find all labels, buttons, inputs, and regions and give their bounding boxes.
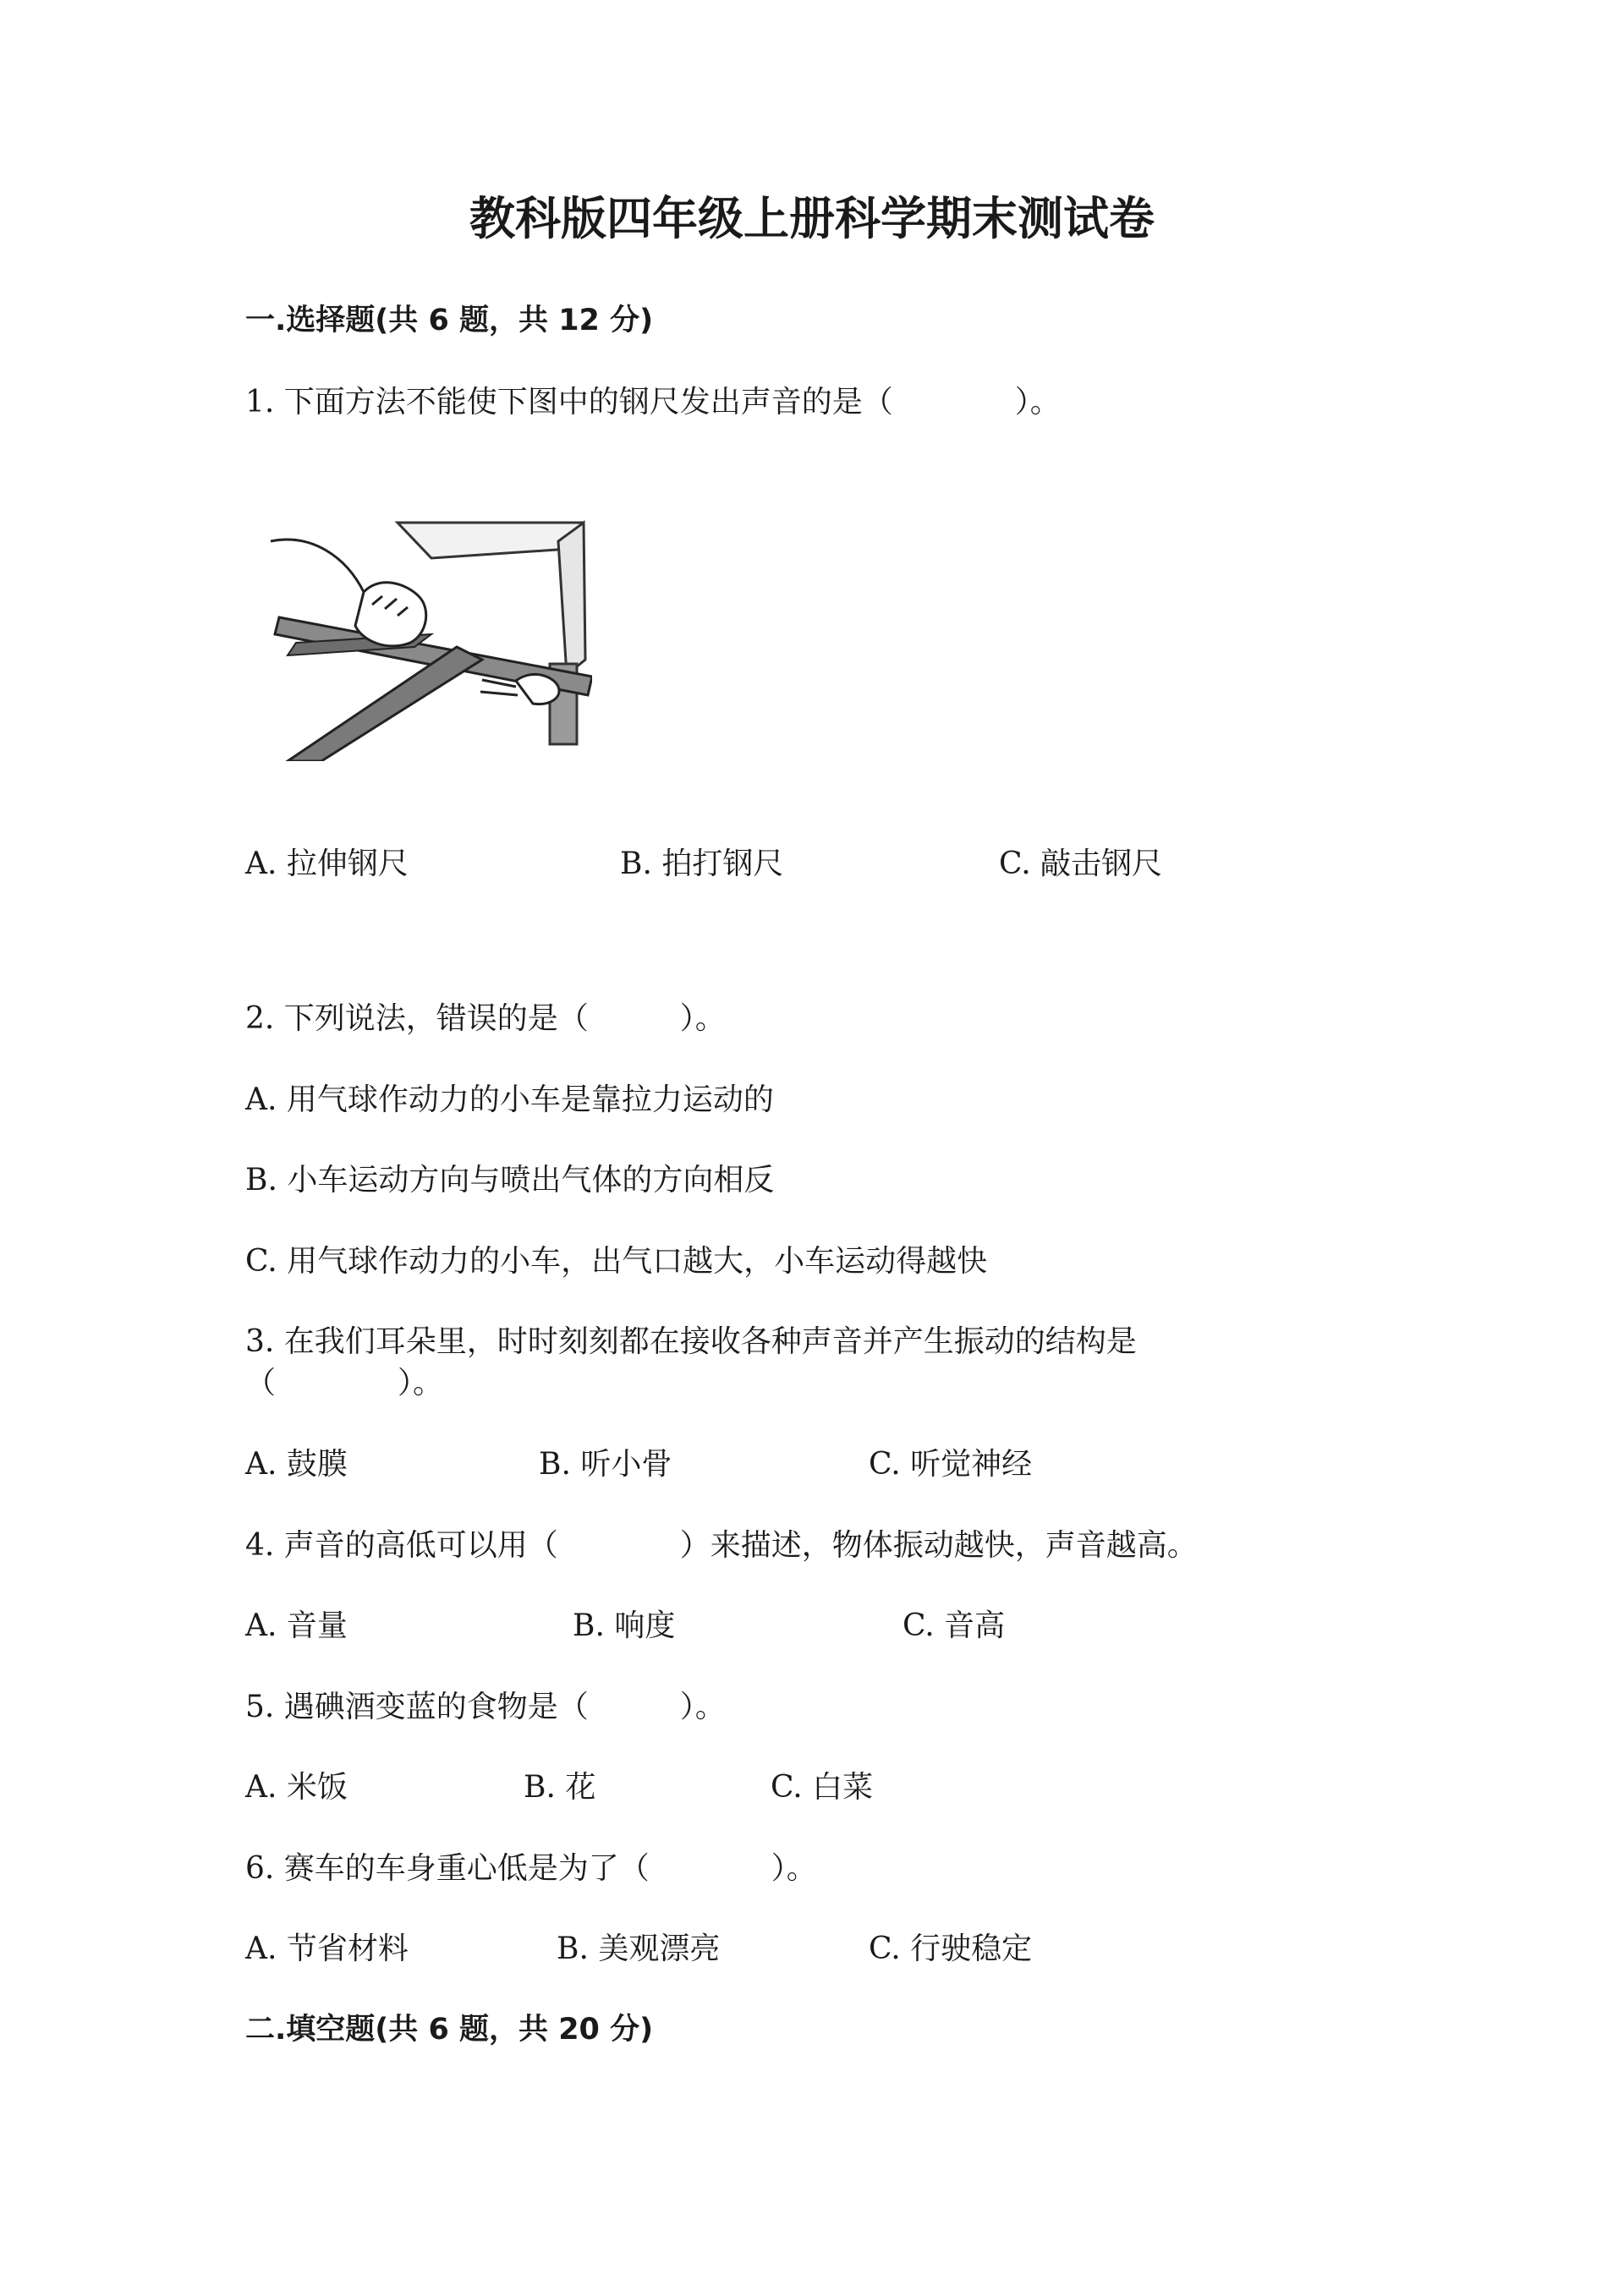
question-2-option-c: C. 用气球作动力的小车，出气口越大，小车运动得越快 xyxy=(245,1244,988,1279)
question-3-option-c: C. 听觉神经 xyxy=(869,1447,1033,1482)
ruler-on-table-illustration xyxy=(262,507,592,761)
question-2-option-a: A. 用气球作动力的小车是靠拉力运动的 xyxy=(245,1082,774,1117)
question-4-option-a: A. 音量 xyxy=(245,1608,348,1643)
question-1-option-b: B. 拍打钢尺 xyxy=(620,847,784,881)
question-4-stem: 4. 声音的高低可以用（ ）来描述，物体振动越快，声音越高。 xyxy=(245,1528,1198,1563)
question-5-option-a: A. 米饭 xyxy=(245,1770,348,1805)
section-heading-choice: 一.选择题(共 6 题，共 12 分) xyxy=(245,304,654,337)
question-1-option-c: C. 敲击钢尺 xyxy=(999,847,1163,881)
question-6-option-a: A. 节省材料 xyxy=(245,1932,409,1966)
question-2-option-b: B. 小车运动方向与喷出气体的方向相反 xyxy=(245,1163,775,1197)
question-6-option-b: B. 美观漂亮 xyxy=(557,1932,721,1966)
question-3-option-b: B. 听小骨 xyxy=(539,1447,672,1482)
question-3-stem-continued: （ ）。 xyxy=(245,1366,444,1400)
question-3-stem: 3. 在我们耳朵里，时时刻刻都在接收各种声音并产生振动的结构是 xyxy=(245,1324,1137,1359)
page-title: 教科版四年级上册科学期末测试卷 xyxy=(469,192,1155,245)
question-6-stem: 6. 赛车的车身重心低是为了（ ）。 xyxy=(245,1851,817,1886)
question-5-stem: 5. 遇碘酒变蓝的食物是（ ）。 xyxy=(245,1690,726,1724)
question-5-option-c: C. 白菜 xyxy=(771,1770,874,1805)
question-5-option-b: B. 花 xyxy=(524,1770,596,1805)
section-heading-fill-in: 二.填空题(共 6 题，共 20 分) xyxy=(245,2013,654,2047)
question-1-option-a: A. 拉伸钢尺 xyxy=(245,847,409,881)
question-2-stem: 2. 下列说法，错误的是（ ）。 xyxy=(245,1001,726,1036)
question-4-option-c: C. 音高 xyxy=(903,1608,1006,1643)
question-3-option-a: A. 鼓膜 xyxy=(245,1447,348,1482)
question-4-option-b: B. 响度 xyxy=(573,1608,676,1643)
question-6-option-c: C. 行驶稳定 xyxy=(869,1932,1033,1966)
question-1-stem: 1. 下面方法不能使下图中的钢尺发出声音的是（ ）。 xyxy=(245,385,1061,419)
